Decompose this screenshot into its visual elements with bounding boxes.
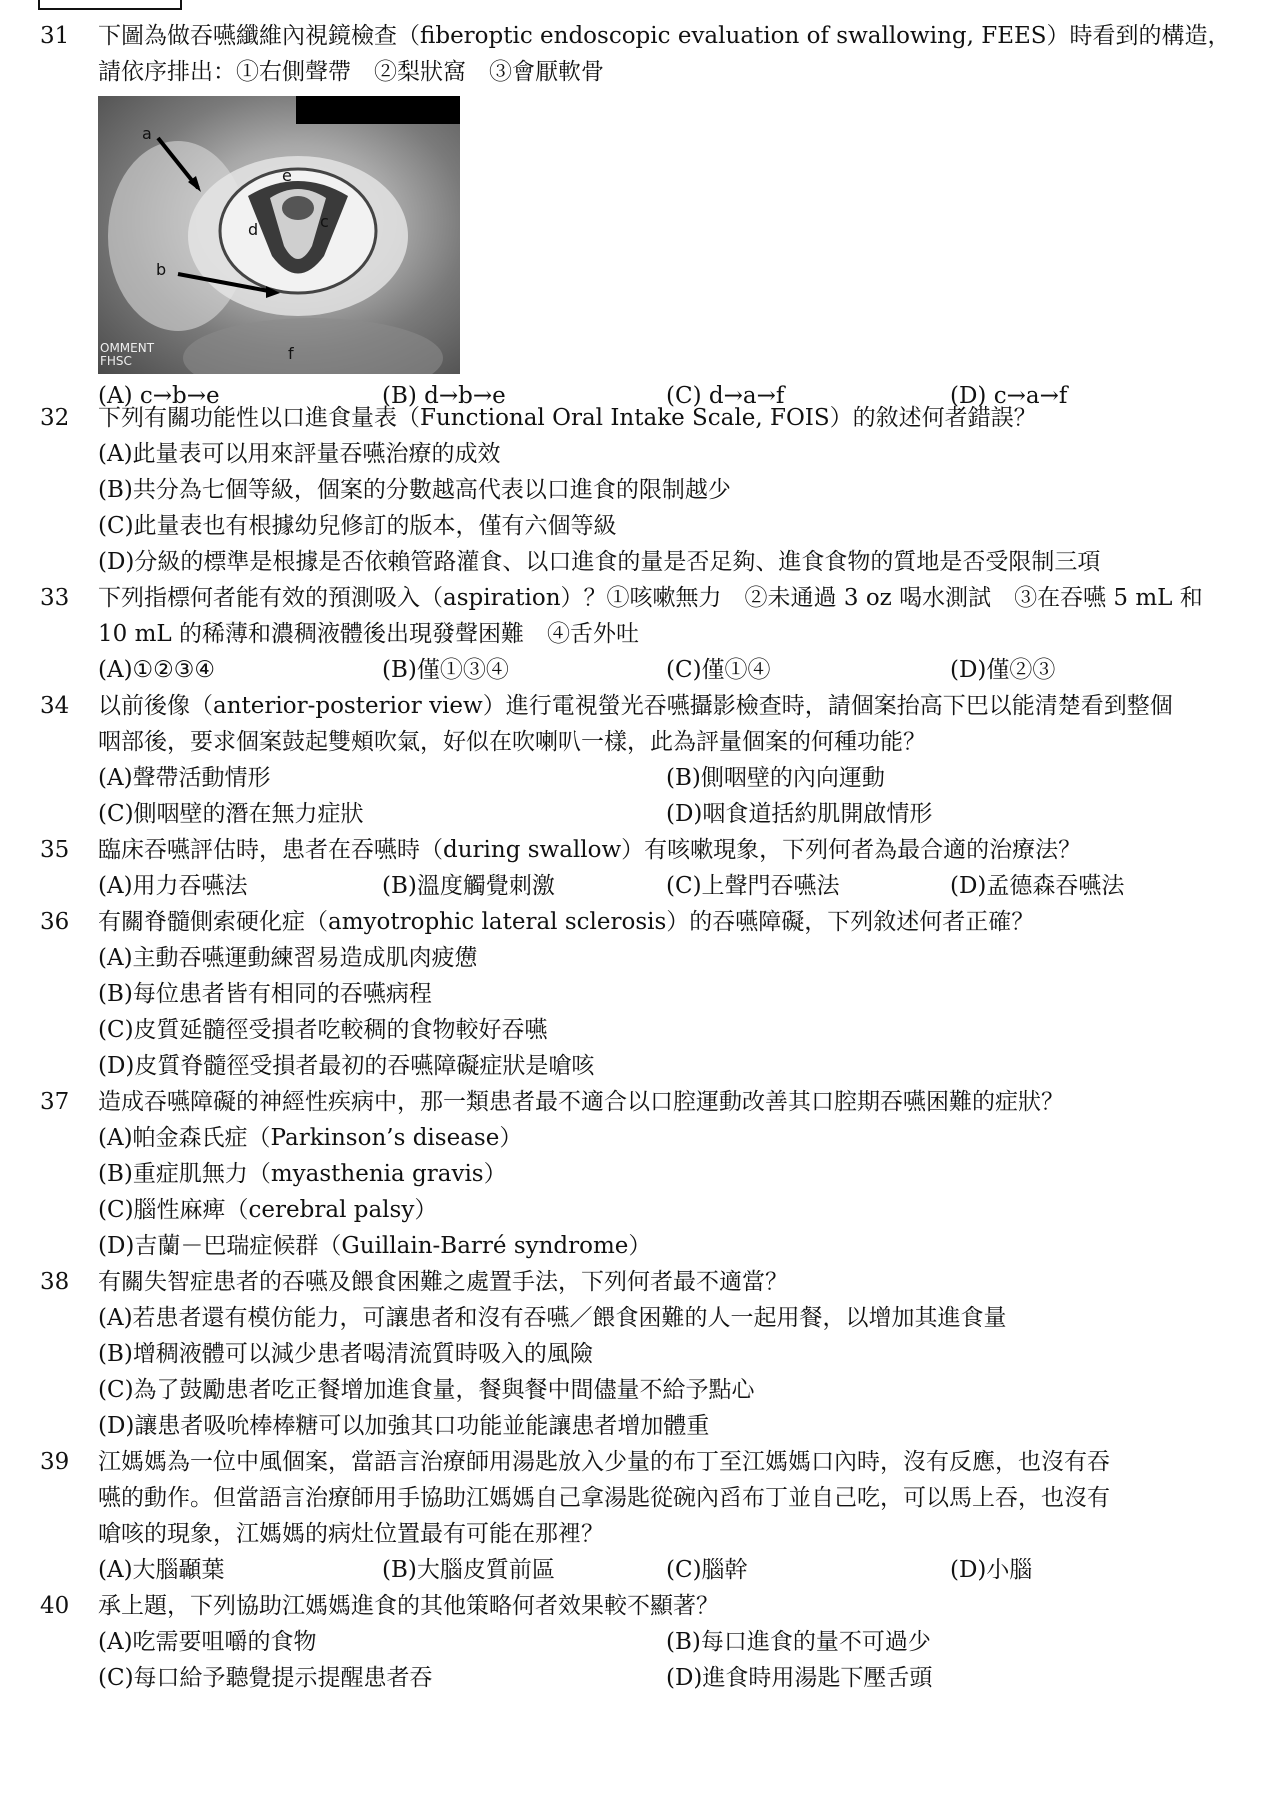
question-number: 31 xyxy=(40,23,70,49)
question-number: 38 xyxy=(40,1269,70,1295)
option-b: (B)每口進食的量不可過少 xyxy=(666,1629,931,1655)
question-31 xyxy=(40,18,1240,414)
option-d: (D)孟德森吞嚥法 xyxy=(950,873,1125,899)
option-a: (A)帕金森氏症（Parkinson’s disease） xyxy=(98,1125,523,1151)
option-b: (B)共分為七個等級，個案的分數越高代表以口進食的限制越少 xyxy=(98,477,731,503)
option-c: (C)側咽壁的潛在無力症狀 xyxy=(98,801,364,827)
option-c: (C)此量表也有根據幼兒修訂的版本，僅有六個等級 xyxy=(98,513,617,539)
option-c: (C)上聲門吞嚥法 xyxy=(666,873,840,899)
figure-label-c: c xyxy=(320,212,329,231)
question-text-line: 造成吞嚥障礙的神經性疾病中，那一類患者最不適合以口腔運動改善其口腔期吞嚥困難的症狀？ xyxy=(98,1089,1064,1115)
question-number: 35 xyxy=(40,837,70,863)
question-38 xyxy=(40,1264,1240,1444)
figure-label-f: f xyxy=(288,344,294,363)
question-text-line: 下列指標何者能有效的預測吸入（aspiration）？①咳嗽無力 ②未通過 3 oz 喝水測試 ③在吞嚥 5 mL 和 xyxy=(98,585,1203,611)
page-header-box xyxy=(38,0,182,10)
question-text-line: 10 mL 的稀薄和濃稠液體後出現發聲困難 ④舌外吐 xyxy=(98,621,639,647)
figure-label-b: b xyxy=(156,260,167,279)
option-d: (D)小腦 xyxy=(950,1557,1033,1583)
option-d: (D)僅②③ xyxy=(950,657,1056,683)
option-c: (C) d→a→f xyxy=(666,383,785,409)
option-b: (B)側咽壁的內向運動 xyxy=(666,765,885,791)
fees-endoscopic-figure xyxy=(98,96,460,374)
options-row xyxy=(98,1624,1240,1660)
question-text-line: 下圖為做吞嚥纖維內視鏡檢查（fiberoptic endoscopic evaluation of swallowing, FEES）時看到的構造， xyxy=(98,23,1231,49)
option-b: (B)增稠液體可以減少患者喝清流質時吸入的風險 xyxy=(98,1341,593,1367)
question-text-line: 江媽媽為一位中風個案，當語言治療師用湯匙放入少量的布丁至江媽媽口內時，沒有反應，也沒有吞 xyxy=(98,1449,1110,1475)
question-text-line: 承上題，下列協助江媽媽進食的其他策略何者效果較不顯著？ xyxy=(98,1593,719,1619)
figure-label-d: d xyxy=(248,220,259,239)
option-b: (B)僅①③④ xyxy=(382,657,509,683)
option-d: (D)吉蘭－巴瑞症候群（Guillain-Barré syndrome） xyxy=(98,1233,652,1259)
options-row xyxy=(98,652,1240,688)
question-40 xyxy=(40,1588,1240,1696)
option-b: (B)每位患者皆有相同的吞嚥病程 xyxy=(98,981,432,1007)
question-34 xyxy=(40,688,1240,832)
question-number: 40 xyxy=(40,1593,70,1619)
question-text-line: 下列有關功能性以口進食量表（Functional Oral Intake Scale, FOIS）的敘述何者錯誤？ xyxy=(98,405,1037,431)
question-number: 39 xyxy=(40,1449,70,1475)
options-row xyxy=(98,1660,1240,1696)
question-number: 32 xyxy=(40,405,70,431)
option-b: (B)重症肌無力（myasthenia gravis） xyxy=(98,1161,507,1187)
option-d: (D)咽食道括約肌開啟情形 xyxy=(666,801,933,827)
option-a: (A)用力吞嚥法 xyxy=(98,873,248,899)
question-39 xyxy=(40,1444,1240,1588)
option-a: (A) c→b→e xyxy=(98,383,220,409)
option-d: (D) c→a→f xyxy=(950,383,1068,409)
question-37 xyxy=(40,1084,1240,1264)
option-c: (C)腦幹 xyxy=(666,1557,748,1583)
option-a: (A)若患者還有模仿能力，可讓患者和沒有吞嚥／餵食困難的人一起用餐，以增加其進食量 xyxy=(98,1305,1007,1331)
option-d: (D)分級的標準是根據是否依賴管路灌食、以口進食的量是否足夠、進食食物的質地是否受限制三項 xyxy=(98,549,1101,575)
options-row xyxy=(98,760,1240,796)
option-c: (C)僅①④ xyxy=(666,657,771,683)
question-text-line: 請依序排出：①右側聲帶 ②梨狀窩 ③會厭軟骨 xyxy=(98,59,604,85)
option-a: (A)主動吞嚥運動練習易造成肌肉疲憊 xyxy=(98,945,478,971)
question-33 xyxy=(40,580,1240,688)
question-number: 34 xyxy=(40,693,70,719)
figure-label-e: e xyxy=(282,166,292,185)
option-c: (C)皮質延髓徑受損者吃較稠的食物較好吞嚥 xyxy=(98,1017,548,1043)
option-c: (C)為了鼓勵患者吃正餐增加進食量，餐與餐中間儘量不給予點心 xyxy=(98,1377,755,1403)
question-number: 37 xyxy=(40,1089,70,1115)
question-text-line: 臨床吞嚥評估時，患者在吞嚥時（during swallow）有咳嗽現象，下列何者為最合適的治療法？ xyxy=(98,837,1082,863)
option-a: (A)①②③④ xyxy=(98,657,216,683)
question-text-line: 有關失智症患者的吞嚥及餵食困難之處置手法，下列何者最不適當？ xyxy=(98,1269,788,1295)
option-b: (B)溫度觸覺刺激 xyxy=(382,873,555,899)
question-text-line: 嗆咳的現象，江媽媽的病灶位置最有可能在那裡？ xyxy=(98,1521,604,1547)
question-number: 33 xyxy=(40,585,70,611)
option-a: (A)聲帶活動情形 xyxy=(98,765,271,791)
question-text-line: 以前後像（anterior-posterior view）進行電視螢光吞嚥攝影檢查時，請個案抬高下巴以能清楚看到整個 xyxy=(98,693,1173,719)
figure-redaction-bar xyxy=(296,96,460,124)
option-c: (C)腦性麻痺（cerebral palsy） xyxy=(98,1197,438,1223)
question-text-line: 有關脊髓側索硬化症（amyotrophic lateral sclerosis）的吞嚥障礙，下列敘述何者正確？ xyxy=(98,909,1035,935)
option-d: (D)皮質脊髓徑受損者最初的吞嚥障礙症狀是嗆咳 xyxy=(98,1053,595,1079)
options-row xyxy=(98,796,1240,832)
option-d: (D)讓患者吸吮棒棒糖可以加強其口功能並能讓患者增加體重 xyxy=(98,1413,710,1439)
figure-stamp: OMMENT FHSC xyxy=(100,341,155,368)
option-b: (B) d→b→e xyxy=(382,383,506,409)
question-number: 36 xyxy=(40,909,70,935)
option-a: (A)此量表可以用來評量吞嚥治療的成效 xyxy=(98,441,501,467)
option-a: (A)吃需要咀嚼的食物 xyxy=(98,1629,317,1655)
question-text-line: 咽部後，要求個案鼓起雙頰吹氣，好似在吹喇叭一樣，此為評量個案的何種功能？ xyxy=(98,729,926,755)
question-text-line: 嚥的動作。但當語言治療師用手協助江媽媽自己拿湯匙從碗內舀布丁並自己吃，可以馬上吞，也沒有 xyxy=(98,1485,1110,1511)
question-36 xyxy=(40,904,1240,1084)
figure-drawing xyxy=(98,96,460,374)
option-a: (A)大腦顳葉 xyxy=(98,1557,225,1583)
option-c: (C)每口給予聽覺提示提醒患者吞 xyxy=(98,1665,433,1691)
options-row xyxy=(98,868,1240,904)
option-d: (D)進食時用湯匙下壓舌頭 xyxy=(666,1665,933,1691)
figure-label-a: a xyxy=(142,124,152,143)
options-row xyxy=(98,1552,1240,1588)
option-b: (B)大腦皮質前區 xyxy=(382,1557,555,1583)
question-35 xyxy=(40,832,1240,904)
question-32 xyxy=(40,400,1240,580)
